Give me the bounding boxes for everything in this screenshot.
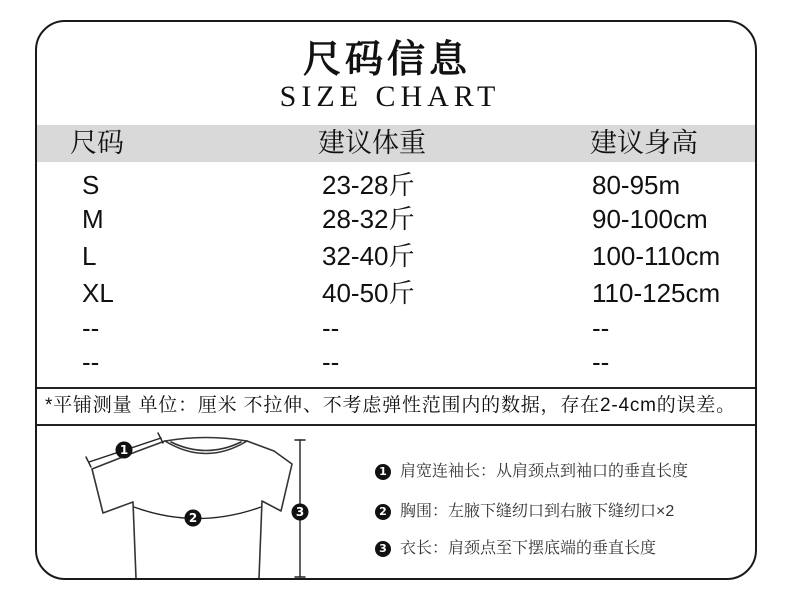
height-cell: 90-100cm bbox=[592, 204, 708, 234]
marker-2-badge bbox=[185, 510, 202, 527]
table-row bbox=[37, 239, 755, 273]
legend-text: 肩宽连袖长：从肩颈点到袖口的垂直长度 bbox=[400, 463, 689, 480]
size-cell: XL bbox=[82, 278, 114, 308]
column-header-size: 尺码 bbox=[70, 128, 124, 158]
height-cell: 110-125cm bbox=[592, 278, 721, 308]
weight-cell: 32-40斤 bbox=[322, 241, 415, 271]
legend-text: 胸围：左腋下缝纫口到右腋下缝纫口×2 bbox=[400, 503, 675, 520]
legend-text: 衣长：肩颈点至下摆底端的垂直长度 bbox=[400, 540, 657, 557]
chart-title: 尺码信息 bbox=[302, 39, 471, 81]
marker-1-badge bbox=[116, 442, 133, 459]
size-cell: L bbox=[82, 241, 97, 271]
table-row bbox=[37, 311, 755, 345]
table-header-band bbox=[37, 125, 755, 162]
marker-3-badge bbox=[292, 504, 309, 521]
height-cell: -- bbox=[592, 347, 610, 377]
marker-2-label: 2 bbox=[188, 511, 198, 526]
measurement-note: *平铺测量 单位：厘米 不拉伸、不考虑弹性范围内的数据，存在2-4cm的误差。 bbox=[45, 395, 736, 416]
weight-cell: -- bbox=[322, 313, 340, 343]
divider-top bbox=[37, 387, 755, 389]
table-row bbox=[37, 345, 755, 379]
numbered-badge-icon: 3 bbox=[375, 541, 391, 557]
table-row bbox=[37, 168, 755, 202]
marker-1-label: 1 bbox=[119, 443, 129, 458]
size-cell: -- bbox=[82, 313, 100, 343]
column-header-weight: 建议体重 bbox=[318, 128, 426, 158]
table-row bbox=[37, 202, 755, 236]
numbered-badge-icon: 2 bbox=[375, 504, 391, 520]
tshirt-outline bbox=[92, 438, 292, 579]
table-row bbox=[37, 276, 755, 310]
size-cell: M bbox=[82, 204, 104, 234]
height-cell: -- bbox=[592, 313, 610, 343]
size-cell: -- bbox=[82, 347, 100, 377]
weight-cell: 40-50斤 bbox=[322, 278, 415, 308]
marker-3-label: 3 bbox=[295, 505, 305, 520]
numbered-badge-icon: 1 bbox=[375, 464, 391, 480]
chart-subtitle: SIZE CHART bbox=[279, 80, 501, 113]
weight-cell: -- bbox=[322, 347, 340, 377]
weight-cell: 23-28斤 bbox=[322, 170, 415, 200]
height-cell: 100-110cm bbox=[592, 241, 721, 271]
weight-cell: 28-32斤 bbox=[322, 204, 415, 234]
column-header-height: 建议身高 bbox=[590, 128, 698, 158]
tshirt-diagram-icon bbox=[60, 426, 330, 578]
height-cell: 80-95m bbox=[592, 170, 681, 200]
size-cell: S bbox=[82, 170, 100, 200]
